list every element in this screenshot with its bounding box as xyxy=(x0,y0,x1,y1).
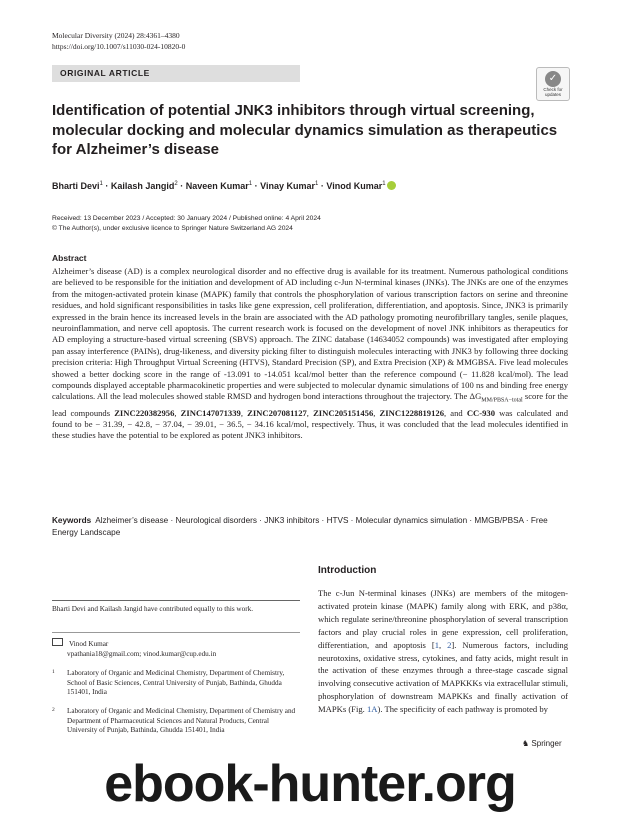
intro-text-part: ]. Numerous factors, including neurotoxins, oxidative stress, cytokines, and fatty acids, might result in the activation of these enzymes through a three-stage cascade signal involving consecutive activation of MAPKKKs via extracellular stimuli, phosphorylation of downstream MAPKKs and finally activation of MAPKs (Fig. xyxy=(318,639,569,715)
author-affiliation: 1 xyxy=(382,181,386,187)
affiliation xyxy=(52,669,300,698)
contact-name: Vinod Kumar xyxy=(69,640,109,648)
affiliation-text: Laboratory of Organic and Medicinal Chemistry, Department of Chemistry, School of Basic Sciences, Central University of Punjab, Bathinda, Ghudda 151401, India xyxy=(67,669,285,696)
keywords-label: Keywords xyxy=(52,516,92,525)
journal-header xyxy=(52,31,185,52)
footnote-divider xyxy=(52,600,300,601)
abstract-heading: Abstract xyxy=(52,253,87,263)
footnote-divider xyxy=(52,632,300,633)
check-updates-label-1: Check for xyxy=(543,87,563,92)
author-list: Bharti Devi$^1$ · Kailash Jangid$^2$ · Naveen Kumar$^1$ · Vinay Kumar$^1$ · Vinod Kumar$^1$ xyxy=(52,181,396,191)
orcid-icon[interactable] xyxy=(387,181,396,190)
compound-id: ZINC147071339 xyxy=(180,407,241,418)
keywords-section xyxy=(52,515,568,538)
keywords-list: Alzheimer’s disease · Neurological disorders · JNK3 inhibitors · HTVS · Molecular dynamics simulation · MMGB/PBSA · Free Energy Landscape xyxy=(52,516,548,537)
introduction-heading: Introduction xyxy=(318,565,377,576)
compound-id: CC-930 xyxy=(466,407,495,418)
affiliation-text: Laboratory of Organic and Medicinal Chemistry, Department of Chemistry and Department of Pharmaceutical Sciences and Natural Products, Central University of Punjab, Bathinda, Ghudda 151401, India xyxy=(67,707,296,734)
introduction-body: The c-Jun N-terminal kinases (JNKs) are members of the mitogen-activated protein kinase (MAPK) family along with ERK, and p38α, which regulate serine/threonine phosphorylation of several transcription factors and play crucial roles in gene expression, cell proliferation, differentiation, and apoptosis [1, 2]. Numerous factors, including neurotoxins, oxidative stress, cytokines, and fatty acids, might result in the activation of these enzymes through a three-stage cascade signal involving consecutive activation of MAPKKKs via extracellular stimuli, phosphorylation of downstream MAPKKs and finally activation of MAPKs (Fig. 1A). The specificity of each pathway is promoted by xyxy=(318,588,569,715)
check-updates-label-2: updates xyxy=(544,92,561,97)
intro-text-part: ). The specificity of each pathway is promoted by xyxy=(377,704,548,715)
envelope-icon xyxy=(52,638,63,646)
abstract-text-part: score for the lead compounds xyxy=(52,391,568,418)
corresponding-author xyxy=(52,638,300,659)
check-updates-icon: ✓ xyxy=(545,71,561,87)
contact-emails[interactable]: vpathania18@gmail.com; vinod.kumar@cup.edu.in xyxy=(67,649,217,658)
author-name[interactable]: Vinay Kumar xyxy=(260,181,316,191)
compound-id: ZINC205151456 xyxy=(313,407,374,418)
history-dates: Received: 13 December 2023 / Accepted: 30 January 2024 / Published online: 4 April 2024 xyxy=(52,215,321,222)
affiliation-number: 2 xyxy=(52,707,55,713)
article-title: Identification of potential JNK3 inhibitors through virtual screening, molecular docking and molecular dynamics simulation as therapeutics for Alzheimer’s disease xyxy=(52,102,558,158)
abstract-text-part: was calculated and found to be − 31.39, − 42.8, − 37.04, − 39.01, − 36.5, − 34.16 kcal/mol, respectively. Thus, it was concluded that the lead molecules identified in these studies have the potential to be explored as potent JNK3 inhibitors. xyxy=(52,407,568,441)
citation-link[interactable]: 2 xyxy=(447,639,452,650)
author-name[interactable]: Bharti Devi xyxy=(52,181,100,191)
figure-link[interactable]: 1A xyxy=(366,704,378,715)
publication-dates xyxy=(52,214,321,233)
affiliation xyxy=(52,707,300,736)
copyright-line: © The Author(s), under exclusive licence to Springer Nature Switzerland AG 2024 xyxy=(52,224,293,232)
author-name[interactable]: Kailash Jangid xyxy=(110,181,175,191)
delta-g-symbol: ΔG xyxy=(469,391,482,402)
author-name[interactable]: Naveen Kumar xyxy=(185,181,249,191)
abstract-text-part: Alzheimer’s disease (AD) is a complex neurological disorder and no effective drug is available for its treatment. Numerous pathological conditions are believed to be responsible for the initiation and development of AD including c-Jun N-terminal kinases (JNKs). The JNKs are one of the enzymes from the mitogen-activated protein kinase (MAPK) family that controls the phosphorylation of various transcription factors on serine and threonine residues, and hold significant responsibilities in tasks like gene expression, cell proliferation, differentiation, and apoptosis. Since, JNK3 is primarily expressed in the brain hence its increased levels in the brain are associated with the AD pathology promoting neurofibrillary tangles, senile plaques, neuroinflammation, and nerve cell apoptosis. The current research work is focused on the development of novel JNK inhibitors as therapeutics for AD employing a structure-based virtual screening (SBVS) approach. The ZINC database (14634052 compounds) was investigated after employing pan assay interference (PAINs), drug-likeness, and diversity picking filter to distinguish molecules interacting with JNK3 by following three docking precision criteria: High Throughput Virtual Screening (HTVS), Standard Precision (SP), and Extra Precision (XP) & MMGBSA. Five lead molecules showed a better docking score in the range of -13.091 to -14.051 kcal/mol better than the reference compound (− 11.828 kcal/mol). The lead compounds displayed acceptable pharmacokinetic properties and were subjected to molecular dynamic simulations of 100 ns and binding free energy calculations. All the lead molecules showed stable RMSD and hydrogen bond interactions throughout the trajectory. The xyxy=(52,266,568,402)
springer-horse-icon: ♞ xyxy=(522,739,530,748)
contribution-note: Bharti Devi and Kailash Jangid have contributed equally to this work. xyxy=(52,605,254,613)
article-type-banner: ORIGINAL ARTICLE xyxy=(52,65,300,82)
author-affiliation: 2 xyxy=(174,181,178,187)
compound-id: ZINC1228819126 xyxy=(379,407,444,418)
doi-link[interactable]: https://doi.org/10.1007/s11030-024-10820-0 xyxy=(52,41,186,51)
affiliation-number: 1 xyxy=(52,669,55,675)
author-affiliation: 1 xyxy=(315,181,319,187)
delta-g-subscript: MM/PBSA−total xyxy=(481,398,523,405)
check-for-updates-button[interactable] xyxy=(536,67,570,101)
intro-text-part: The c-Jun N-terminal kinases (JNKs) are members of the mitogen-activated protein kinase (MAPK) family along with ERK, and p38α, which regulate serine/threonine phosphorylation of several transcription factors and play crucial roles in gene expression, cell proliferation, differentiation, and apoptosis [ xyxy=(318,588,568,650)
author-affiliation: 1 xyxy=(99,181,103,187)
springer-logo xyxy=(522,739,562,748)
author-name[interactable]: Vinod Kumar xyxy=(326,181,383,191)
compound-id: ZINC207081127 xyxy=(247,407,307,418)
journal-citation: Molecular Diversity (2024) 28:4361–4380 xyxy=(52,31,180,40)
author-affiliation: 1 xyxy=(248,181,253,187)
watermark: ebook-hunter.org xyxy=(104,755,516,813)
abstract-body: Alzheimer’s disease (AD) is a complex neurological disorder and no effective drug is available for its treatment. Numerous pathological conditions are believed to be responsible for the initiation and development of AD including c-Jun N-terminal kinases (JNKs). The JNKs are one of the enzymes from the mitogen-activated protein kinase (MAPK) family that controls the phosphorylation of various transcription factors on serine and threonine residues, and hold significant responsibilities in tasks like gene expression, cell proliferation, differentiation, and apoptosis. Since, JNK3 is primarily expressed in the brain hence its increased levels in the brain are associated with the AD pathology promoting neurofibrillary tangles, senile plaques, neuroinflammation, and nerve cell apoptosis. The current research work is focused on the development of novel JNK inhibitors as therapeutics for AD employing a structure-based virtual screening (SBVS) approach. The ZINC database (14634052 compounds) was investigated after employing pan assay interference (PAINs), drug-likeness, and diversity picking filter to distinguish molecules interacting with JNK3 by following three docking precision criteria: High Throughput Virtual Screening (HTVS), Standard Precision (SP), and Extra Precision (XP) & MMGBSA. Five lead molecules showed a better docking score in the range of -13.091 to -14.051 kcal/mol better than the reference compound (− 11.828 kcal/mol). The lead compounds displayed acceptable pharmacokinetic properties and were subjected to molecular dynamic simulations of 100 ns and binding free energy calculations. All the lead molecules showed stable RMSD and hydrogen bond interactions throughout the trajectory. The $\Delta G_{MM/PBSA-total}$ score for the lead compounds ZINC220382956, ZINC147071339, ZINC207081127, ZINC205151456, ZINC1228819126, and CC-930 was calculated and found to be − 31.39, − 42.8, − 37.04, − 39.01, − 36.5, − 34.16 kcal/mol, respectively. Thus, it was concluded that the lead molecules identified in these studies have the potential to be explored as potent JNK3 inhibitors. xyxy=(52,266,568,441)
compound-id: ZINC220382956 xyxy=(114,407,175,418)
citation-link[interactable]: 1 xyxy=(434,639,439,650)
publisher-name: Springer xyxy=(531,739,562,748)
